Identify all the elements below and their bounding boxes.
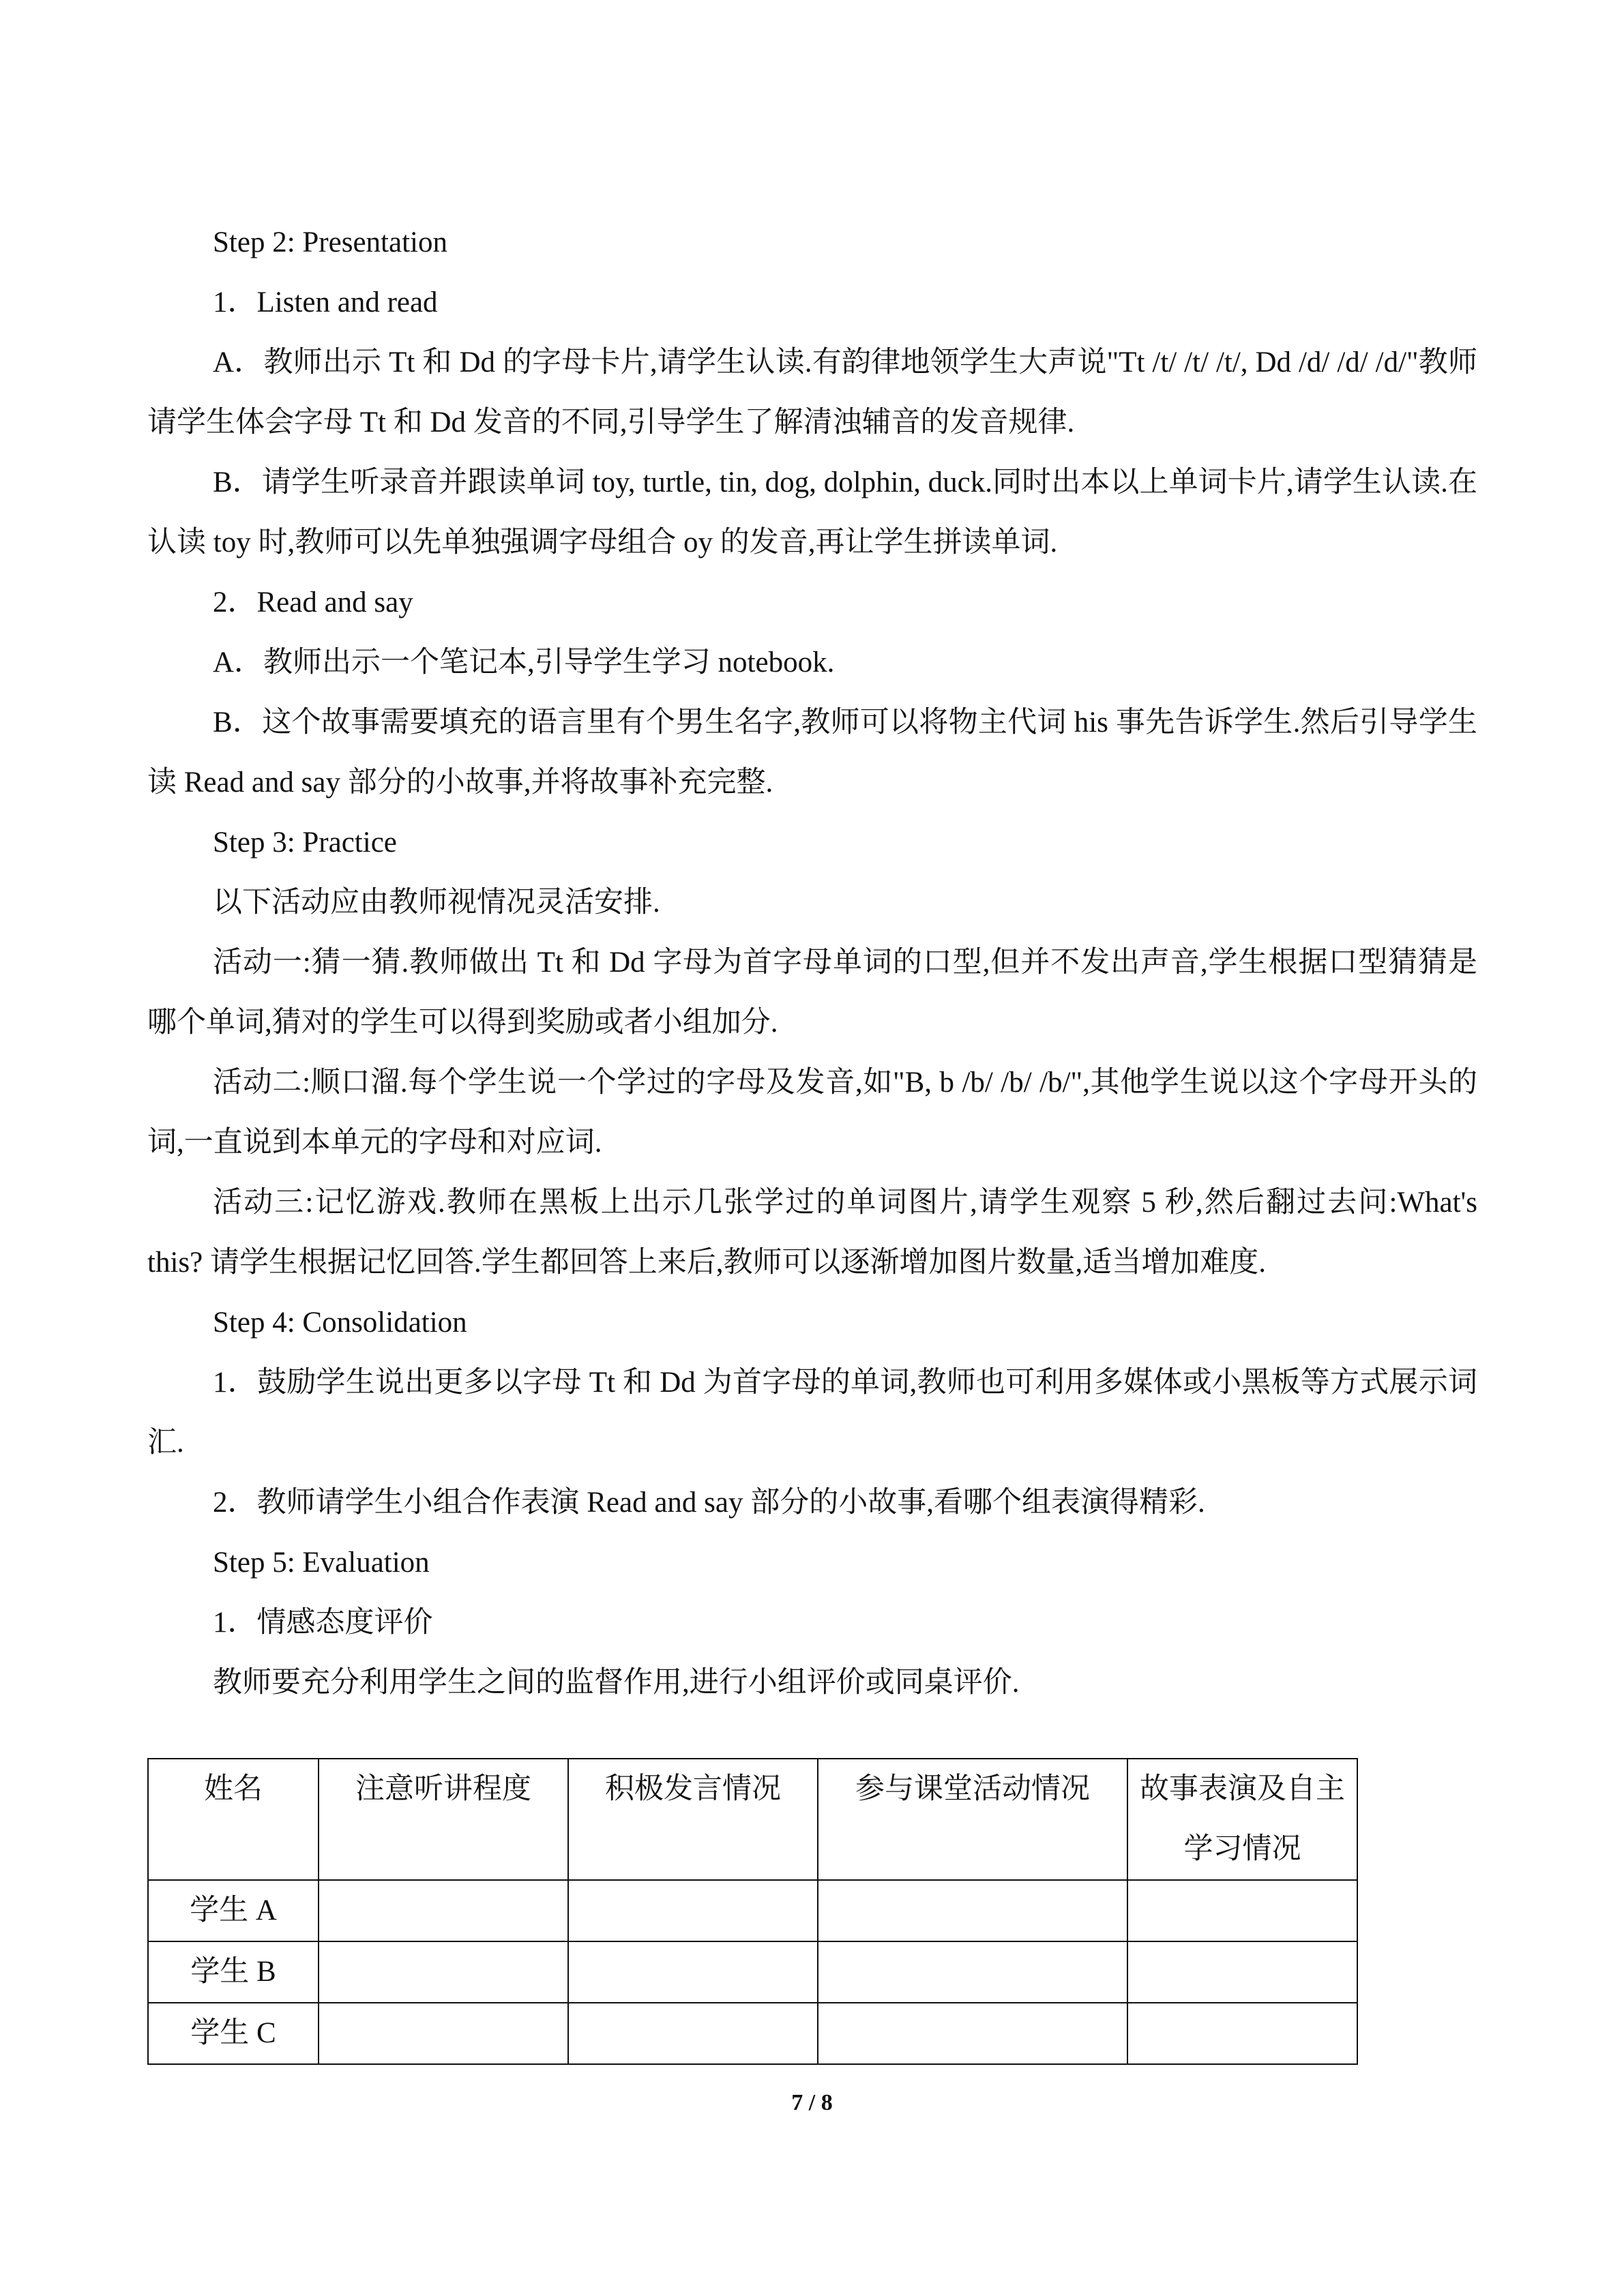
table-cell — [319, 1941, 568, 2003]
table-cell — [568, 1941, 818, 2003]
table-cell — [568, 1880, 818, 1941]
student-name-cell: 学生 C — [148, 2003, 319, 2064]
document-body — [147, 213, 1477, 1713]
header-name: 姓名 — [148, 1759, 319, 1880]
table-cell — [319, 2003, 568, 2064]
table-header-row — [148, 1759, 1357, 1880]
page-number: 7 / 8 — [791, 2090, 833, 2115]
paragraph-a-listen: A．教师出示 Tt 和 Dd 的字母卡片,请学生认读.有韵律地领学生大声说"Tt /t/ /t/ /t/, Dd /d/ /d/ /d/"教师请学生体会字母 Tt 和 Dd 发音的不同,引导学生了解清浊辅音的发音规律. — [147, 346, 1477, 438]
table-cell — [1127, 2003, 1357, 2064]
table-cell — [1127, 1941, 1357, 2003]
step5-heading: Step 5: Evaluation — [213, 1547, 430, 1579]
activity-one: 活动一:猜一猜.教师做出 Tt 和 Dd 字母为首字母单词的口型,但并不发出声音,学生根据口型猜猜是哪个单词,猜对的学生可以得到奖励或者小组加分. — [147, 946, 1477, 1039]
paragraph-a-read: A．教师出示一个笔记本,引导学生学习 notebook. — [213, 646, 835, 679]
table-cell — [818, 2003, 1127, 2064]
header-attention: 注意听讲程度 — [319, 1759, 568, 1880]
read-and-say-heading: 2．Read and say — [213, 586, 413, 618]
step3-heading: Step 3: Practice — [213, 826, 397, 859]
table-cell — [319, 1880, 568, 1941]
activity-three: 活动三:记忆游戏.教师在黑板上出示几张学过的单词图片,请学生观察 5 秒,然后翻过去问:What's this? 请学生根据记忆回答.学生都回答上来后,教师可以逐渐增加图片数量,适当增加难度. — [147, 1187, 1477, 1279]
header-participation: 参与课堂活动情况 — [818, 1759, 1127, 1880]
table-row — [148, 1941, 1357, 2003]
student-name-cell: 学生 B — [148, 1941, 319, 2003]
consolidation-one: 1．鼓励学生说出更多以字母 Tt 和 Dd 为首字母的单词,教师也可利用多媒体或小黑板等方式展示词汇. — [147, 1367, 1477, 1459]
table-row — [148, 1880, 1357, 1941]
activity-two: 活动二:顺口溜.每个学生说一个学过的字母及发音,如"B, b /b/ /b/ /b/",其他学生说以这个字母开头的词,一直说到本单元的字母和对应词. — [147, 1067, 1477, 1159]
step4-heading: Step 4: Consolidation — [213, 1307, 467, 1339]
table-cell — [568, 2003, 818, 2064]
paragraph-b-listen: B．请学生听录音并跟读单词 toy, turtle, tin, dog, dolphin, duck.同时出本以上单词卡片,请学生认读.在认读 toy 时,教师可以先单独强调字母组合 oy 的发音,再让学生拼读单词. — [147, 466, 1477, 558]
consolidation-two: 2．教师请学生小组合作表演 Read and say 部分的小故事,看哪个组表演得精彩. — [213, 1487, 1205, 1519]
table-cell — [1127, 1880, 1357, 1941]
student-name-cell: 学生 A — [148, 1880, 319, 1941]
table-row — [148, 2003, 1357, 2064]
header-story-performance: 故事表演及自主学习情况 — [1127, 1759, 1357, 1880]
table-cell — [818, 1941, 1127, 2003]
evaluation-table — [147, 1758, 1358, 2065]
practice-intro: 以下活动应由教师视情况灵活安排. — [213, 886, 660, 919]
evaluation-subheading: 1．情感态度评价 — [213, 1607, 433, 1639]
step2-heading: Step 2: Presentation — [213, 226, 447, 258]
evaluation-table-container — [147, 1758, 1358, 2065]
paragraph-b-read: B．这个故事需要填充的语言里有个男生名字,教师可以将物主代词 his 事先告诉学生.然后引导学生读 Read and say 部分的小故事,并将故事补充完整. — [147, 706, 1477, 799]
listen-and-read-heading: 1．Listen and read — [213, 286, 438, 318]
table-cell — [818, 1880, 1127, 1941]
evaluation-intro: 教师要充分利用学生之间的监督作用,进行小组评价或同桌评价. — [213, 1667, 1020, 1699]
header-speaking: 积极发言情况 — [568, 1759, 818, 1880]
